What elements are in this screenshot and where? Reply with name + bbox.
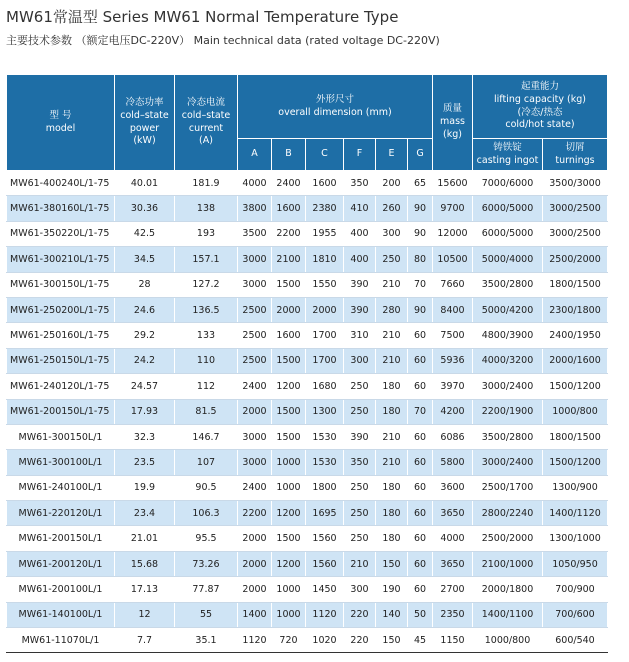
cell-dim-a: 3800 (238, 196, 272, 221)
cell-dim-b: 1600 (272, 196, 306, 221)
cell-dim-g: 45 (408, 628, 433, 653)
cell-current: 133 (175, 323, 238, 348)
cell-dim-g: 50 (408, 602, 433, 627)
cell-dim-b: 1000 (272, 475, 306, 500)
cell-mass: 1150 (433, 628, 473, 653)
cell-dim-g: 90 (408, 196, 433, 221)
cell-dim-c: 1695 (306, 501, 344, 526)
cell-dim-a: 2500 (238, 323, 272, 348)
cell-dim-a: 1120 (238, 628, 272, 653)
cell-dim-b: 1200 (272, 501, 306, 526)
cell-model: MW61-200120L/1 (7, 551, 115, 576)
table-row (7, 196, 608, 221)
table-row (7, 374, 608, 399)
cell-ingot: 3000/2400 (473, 450, 543, 475)
cell-current: 55 (175, 602, 238, 627)
cell-turnings: 1300/1000 (543, 526, 608, 551)
header-dim-g: G (408, 139, 433, 171)
cell-model: MW61-200150L/1-75 (7, 399, 115, 424)
cell-model: MW61-300210L/1-75 (7, 247, 115, 272)
cell-current: 193 (175, 221, 238, 246)
cell-power: 28 (115, 272, 175, 297)
cell-model: MW61-140100L/1 (7, 602, 115, 627)
cell-dim-f: 400 (344, 221, 376, 246)
cell-mass: 3650 (433, 551, 473, 576)
cell-mass: 4200 (433, 399, 473, 424)
cell-current: 112 (175, 374, 238, 399)
table-row (7, 526, 608, 551)
cell-turnings: 1050/950 (543, 551, 608, 576)
cell-dim-a: 4000 (238, 171, 272, 196)
cell-ingot: 2500/2000 (473, 526, 543, 551)
cell-dim-a: 3000 (238, 450, 272, 475)
cell-power: 19.9 (115, 475, 175, 500)
cell-dim-f: 390 (344, 424, 376, 449)
cell-dim-a: 3500 (238, 221, 272, 246)
cell-dim-b: 720 (272, 628, 306, 653)
table-row (7, 171, 608, 196)
cell-ingot: 3000/2400 (473, 374, 543, 399)
cell-turnings: 1500/1200 (543, 374, 608, 399)
page-title: MW61常温型 Series MW61 Normal Temperature Type (6, 8, 399, 26)
cell-dim-g: 80 (408, 247, 433, 272)
cell-ingot: 6000/5000 (473, 196, 543, 221)
cell-ingot: 5000/4000 (473, 247, 543, 272)
cell-power: 7.7 (115, 628, 175, 653)
cell-dim-c: 2380 (306, 196, 344, 221)
cell-dim-e: 180 (376, 399, 408, 424)
cell-dim-c: 1550 (306, 272, 344, 297)
cell-dim-b: 1500 (272, 526, 306, 551)
cell-dim-e: 140 (376, 602, 408, 627)
header-turnings: 切屑 turnings (543, 139, 608, 171)
cell-current: 146.7 (175, 424, 238, 449)
cell-current: 77.87 (175, 577, 238, 602)
cell-mass: 9700 (433, 196, 473, 221)
cell-mass: 3650 (433, 501, 473, 526)
table-row (7, 450, 608, 475)
cell-dim-f: 250 (344, 399, 376, 424)
spec-table (6, 74, 608, 653)
table-row (7, 247, 608, 272)
cell-mass: 7660 (433, 272, 473, 297)
cell-dim-b: 1200 (272, 551, 306, 576)
cell-dim-f: 350 (344, 171, 376, 196)
table-row (7, 272, 608, 297)
cell-power: 21.01 (115, 526, 175, 551)
table-row (7, 323, 608, 348)
cell-ingot: 2200/1900 (473, 399, 543, 424)
cell-dim-a: 2500 (238, 297, 272, 322)
cell-dim-f: 250 (344, 374, 376, 399)
cell-power: 24.2 (115, 348, 175, 373)
cell-model: MW61-300100L/1 (7, 450, 115, 475)
cell-dim-b: 1000 (272, 450, 306, 475)
cell-dim-b: 1500 (272, 399, 306, 424)
cell-dim-f: 250 (344, 526, 376, 551)
cell-ingot: 4000/3200 (473, 348, 543, 373)
cell-current: 95.5 (175, 526, 238, 551)
cell-turnings: 1300/900 (543, 475, 608, 500)
cell-turnings: 2000/1600 (543, 348, 608, 373)
cell-mass: 2350 (433, 602, 473, 627)
cell-dim-c: 1680 (306, 374, 344, 399)
cell-dim-g: 60 (408, 323, 433, 348)
cell-dim-c: 1530 (306, 450, 344, 475)
cell-turnings: 700/600 (543, 602, 608, 627)
cell-dim-c: 2000 (306, 297, 344, 322)
cell-power: 24.57 (115, 374, 175, 399)
cell-dim-f: 220 (344, 602, 376, 627)
cell-model: MW61-250160L/1-75 (7, 323, 115, 348)
cell-turnings: 700/900 (543, 577, 608, 602)
cell-dim-a: 2000 (238, 399, 272, 424)
cell-dim-g: 65 (408, 171, 433, 196)
cell-current: 110 (175, 348, 238, 373)
table-row (7, 221, 608, 246)
cell-ingot: 5000/4200 (473, 297, 543, 322)
cell-dim-b: 1000 (272, 602, 306, 627)
table-row (7, 501, 608, 526)
cell-dim-b: 1500 (272, 272, 306, 297)
cell-ingot: 3500/2800 (473, 272, 543, 297)
cell-dim-b: 2400 (272, 171, 306, 196)
cell-ingot: 6000/5000 (473, 221, 543, 246)
header-mass: 质量 mass (kg) (433, 75, 473, 171)
cell-dim-f: 350 (344, 450, 376, 475)
cell-turnings: 1500/1200 (543, 450, 608, 475)
cell-dim-f: 300 (344, 348, 376, 373)
cell-mass: 7500 (433, 323, 473, 348)
cell-power: 34.5 (115, 247, 175, 272)
cell-mass: 5936 (433, 348, 473, 373)
cell-dim-e: 210 (376, 348, 408, 373)
header-overall-dimension: 外形尺寸 overall dimension (mm) (238, 75, 433, 139)
cell-power: 15.68 (115, 551, 175, 576)
header-dim-b: B (272, 139, 306, 171)
cell-model: MW61-240100L/1 (7, 475, 115, 500)
cell-dim-c: 1810 (306, 247, 344, 272)
cell-dim-e: 210 (376, 323, 408, 348)
cell-dim-f: 390 (344, 297, 376, 322)
header-model: 型 号 model (7, 75, 115, 171)
cell-model: MW61-350220L/1-75 (7, 221, 115, 246)
cell-current: 73.26 (175, 551, 238, 576)
table-row (7, 628, 608, 653)
cell-dim-a: 2400 (238, 374, 272, 399)
cell-dim-b: 2200 (272, 221, 306, 246)
header-casting-ingot: 铸铁锭 casting ingot (473, 139, 543, 171)
cell-turnings: 2500/2000 (543, 247, 608, 272)
cell-mass: 6086 (433, 424, 473, 449)
cell-dim-c: 1560 (306, 526, 344, 551)
cell-turnings: 3500/3000 (543, 171, 608, 196)
cell-power: 17.93 (115, 399, 175, 424)
cell-dim-e: 210 (376, 424, 408, 449)
cell-dim-g: 60 (408, 374, 433, 399)
cell-current: 106.3 (175, 501, 238, 526)
cell-dim-b: 1600 (272, 323, 306, 348)
cell-model: MW61-240120L/1-75 (7, 374, 115, 399)
cell-turnings: 1800/1500 (543, 272, 608, 297)
cell-dim-a: 2000 (238, 577, 272, 602)
cell-current: 90.5 (175, 475, 238, 500)
cell-dim-c: 1600 (306, 171, 344, 196)
cell-dim-c: 1530 (306, 424, 344, 449)
cell-model: MW61-250200L/1-75 (7, 297, 115, 322)
cell-model: MW61-220120L/1 (7, 501, 115, 526)
cell-dim-g: 60 (408, 348, 433, 373)
cell-power: 42.5 (115, 221, 175, 246)
cell-ingot: 2800/2240 (473, 501, 543, 526)
cell-turnings: 1800/1500 (543, 424, 608, 449)
cell-dim-a: 3000 (238, 424, 272, 449)
cell-turnings: 1400/1120 (543, 501, 608, 526)
table-row (7, 551, 608, 576)
table-row (7, 348, 608, 373)
cell-dim-b: 2000 (272, 297, 306, 322)
cell-dim-a: 3000 (238, 272, 272, 297)
cell-current: 107 (175, 450, 238, 475)
cell-current: 138 (175, 196, 238, 221)
cell-dim-b: 2100 (272, 247, 306, 272)
header-dim-c: C (306, 139, 344, 171)
cell-dim-e: 150 (376, 628, 408, 653)
cell-dim-f: 400 (344, 247, 376, 272)
cell-dim-c: 1450 (306, 577, 344, 602)
cell-dim-b: 1200 (272, 374, 306, 399)
cell-current: 136.5 (175, 297, 238, 322)
table-row (7, 475, 608, 500)
cell-dim-e: 180 (376, 475, 408, 500)
cell-dim-e: 260 (376, 196, 408, 221)
cell-dim-e: 250 (376, 247, 408, 272)
cell-dim-c: 1800 (306, 475, 344, 500)
cell-dim-f: 300 (344, 577, 376, 602)
cell-model: MW61-250150L/1-75 (7, 348, 115, 373)
cell-ingot: 2000/1800 (473, 577, 543, 602)
cell-dim-f: 310 (344, 323, 376, 348)
cell-dim-g: 60 (408, 577, 433, 602)
cell-power: 32.3 (115, 424, 175, 449)
cell-turnings: 600/540 (543, 628, 608, 653)
header-dim-a: A (238, 139, 272, 171)
cell-current: 81.5 (175, 399, 238, 424)
header-current: 冷态电流 cold–state current (A) (175, 75, 238, 171)
cell-model: MW61-300150L/1 (7, 424, 115, 449)
cell-dim-c: 1700 (306, 323, 344, 348)
cell-dim-g: 90 (408, 297, 433, 322)
cell-dim-g: 70 (408, 272, 433, 297)
cell-ingot: 1400/1100 (473, 602, 543, 627)
cell-dim-c: 1560 (306, 551, 344, 576)
cell-dim-b: 1500 (272, 348, 306, 373)
cell-mass: 12000 (433, 221, 473, 246)
cell-power: 17.13 (115, 577, 175, 602)
cell-mass: 4000 (433, 526, 473, 551)
cell-dim-g: 60 (408, 501, 433, 526)
cell-turnings: 3000/2500 (543, 221, 608, 246)
cell-dim-c: 1020 (306, 628, 344, 653)
cell-dim-f: 250 (344, 475, 376, 500)
cell-mass: 10500 (433, 247, 473, 272)
cell-dim-c: 1120 (306, 602, 344, 627)
cell-dim-e: 180 (376, 374, 408, 399)
cell-dim-b: 1500 (272, 424, 306, 449)
cell-dim-f: 410 (344, 196, 376, 221)
cell-dim-g: 70 (408, 399, 433, 424)
cell-model: MW61-200150L/1 (7, 526, 115, 551)
cell-model: MW61-380160L/1-75 (7, 196, 115, 221)
cell-dim-c: 1300 (306, 399, 344, 424)
table-row (7, 424, 608, 449)
header-power: 冷态功率 cold–state power (kW) (115, 75, 175, 171)
cell-dim-a: 2200 (238, 501, 272, 526)
cell-model: MW61-400240L/1-75 (7, 171, 115, 196)
cell-dim-e: 280 (376, 297, 408, 322)
cell-dim-g: 60 (408, 450, 433, 475)
cell-power: 24.6 (115, 297, 175, 322)
cell-dim-g: 60 (408, 424, 433, 449)
cell-current: 35.1 (175, 628, 238, 653)
table-row (7, 399, 608, 424)
cell-dim-c: 1700 (306, 348, 344, 373)
cell-dim-g: 60 (408, 475, 433, 500)
table-row (7, 577, 608, 602)
cell-turnings: 3000/2500 (543, 196, 608, 221)
cell-current: 181.9 (175, 171, 238, 196)
cell-dim-f: 390 (344, 272, 376, 297)
table-row (7, 297, 608, 322)
cell-ingot: 3500/2800 (473, 424, 543, 449)
header-dim-e: E (376, 139, 408, 171)
cell-power: 23.4 (115, 501, 175, 526)
cell-current: 127.2 (175, 272, 238, 297)
cell-model: MW61-200100L/1 (7, 577, 115, 602)
cell-turnings: 2300/1800 (543, 297, 608, 322)
cell-ingot: 2100/1000 (473, 551, 543, 576)
header-dim-f: F (344, 139, 376, 171)
cell-dim-c: 1955 (306, 221, 344, 246)
cell-dim-e: 190 (376, 577, 408, 602)
cell-dim-e: 200 (376, 171, 408, 196)
cell-ingot: 1000/800 (473, 628, 543, 653)
cell-mass: 3600 (433, 475, 473, 500)
cell-ingot: 7000/6000 (473, 171, 543, 196)
cell-dim-f: 250 (344, 501, 376, 526)
cell-ingot: 4800/3900 (473, 323, 543, 348)
cell-power: 23.5 (115, 450, 175, 475)
table-row (7, 602, 608, 627)
cell-model: MW61-11070L/1 (7, 628, 115, 653)
cell-mass: 2700 (433, 577, 473, 602)
cell-power: 40.01 (115, 171, 175, 196)
cell-dim-b: 1000 (272, 577, 306, 602)
cell-model: MW61-300150L/1-75 (7, 272, 115, 297)
cell-mass: 5800 (433, 450, 473, 475)
cell-dim-f: 220 (344, 628, 376, 653)
cell-dim-e: 300 (376, 221, 408, 246)
cell-dim-a: 2400 (238, 475, 272, 500)
cell-power: 29.2 (115, 323, 175, 348)
cell-turnings: 2400/1950 (543, 323, 608, 348)
cell-dim-a: 3000 (238, 247, 272, 272)
cell-dim-a: 1400 (238, 602, 272, 627)
cell-turnings: 1000/800 (543, 399, 608, 424)
cell-mass: 15600 (433, 171, 473, 196)
cell-dim-a: 2000 (238, 551, 272, 576)
cell-dim-g: 90 (408, 221, 433, 246)
cell-dim-e: 210 (376, 272, 408, 297)
cell-dim-a: 2000 (238, 526, 272, 551)
cell-dim-e: 210 (376, 450, 408, 475)
cell-dim-e: 180 (376, 501, 408, 526)
page-subtitle: 主要技术参数 （额定电压DC-220V） Main technical data (rated voltage DC-220V) (6, 34, 440, 47)
cell-dim-e: 150 (376, 551, 408, 576)
cell-dim-g: 60 (408, 551, 433, 576)
cell-dim-a: 2500 (238, 348, 272, 373)
cell-power: 30.36 (115, 196, 175, 221)
header-lifting-capacity: 起重能力 lifting capacity (kg) (冷态/热态 cold/hot state) (473, 75, 608, 139)
cell-ingot: 2500/1700 (473, 475, 543, 500)
cell-power: 12 (115, 602, 175, 627)
cell-current: 157.1 (175, 247, 238, 272)
cell-mass: 3970 (433, 374, 473, 399)
cell-mass: 8400 (433, 297, 473, 322)
cell-dim-e: 180 (376, 526, 408, 551)
cell-dim-f: 210 (344, 551, 376, 576)
cell-dim-g: 60 (408, 526, 433, 551)
